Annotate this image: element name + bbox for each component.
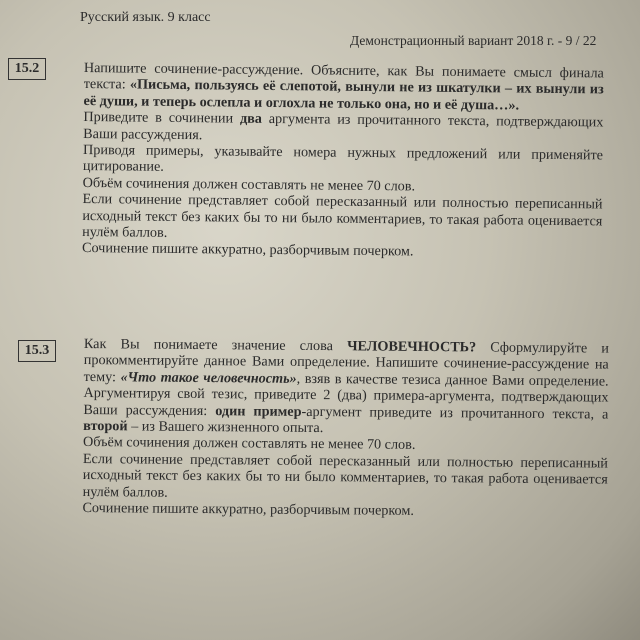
variant-header: Демонстрационный вариант 2018 г. - 9 / 22 (350, 33, 597, 48)
essay-topic: «Что такое человечность» (120, 369, 297, 387)
subject-header: Русский язык. 9 класс (80, 10, 211, 25)
task-15-2-text (82, 60, 604, 262)
final-quote: «Письма, пользуясь её слепотой, вынули не из шкатулки – их вынули из её души, и теперь ослепла и оглохла не только она, но и её душа…». (83, 76, 604, 114)
task-15-3-text (82, 336, 609, 521)
task-15-2-retelling: Если сочинение представляет собой пересказанный или полностью переписанный исходный текст без каких бы то ни было комментариев, то такая работа оценивается нулём баллов. (82, 191, 603, 241)
task-15-2-examples: Приводя примеры, указывайте номера нужных предложений или применяйте цитирование. (82, 142, 604, 176)
task-15-3-neat: Сочинение пишите аккуратно, разборчивым почерком. (82, 500, 415, 519)
task-15-3-question: Как Вы понимаете значение слова ЧЕЛОВЕЧНОСТЬ? Сформулируйте и прокомментируйте данное Вами определение. Напишите сочинение-рассуждение на тему: «Что такое человечность», взяв в качестве тезиса данное Вами определение. Аргументируя свой тезис, приведите 2 (два) примера-аргумента, подтверждающих Ваши рассуждения: один пример-аргумент приведите из прочитанного текста, а второй – из Вашего жизненного опыта. (83, 336, 609, 437)
task-15-2-neat: Сочинение пишите аккуратно, разборчивым почерком. (81, 240, 414, 260)
task-number-15-2: 15.2 (8, 58, 46, 80)
task-15-3-volume: Объём сочинения должен составлять не менее 70 слов. (83, 434, 416, 454)
task-number-15-3: 15.3 (18, 340, 56, 362)
task-15-3-retelling: Если сочинение представляет собой пересказанный или полностью переписанный исходный текст без каких бы то ни было комментариев, то такая работа оценивается нулём баллов. (82, 450, 608, 501)
task-15-2-volume: Объём сочинения должен составлять не менее 70 слов. (82, 174, 416, 195)
task-15-2-intro: Напишите сочинение-рассуждение. Объясните, как Вы понимаете смысл финала текста: «Письма, пользуясь её слепотой, вынули не из шкатулки – их вынули из её души, и теперь ослепла и оглохла не только она, но и её душа…». (83, 60, 604, 114)
task-15-2-args: Приведите в сочинении два аргумента из прочитанного текста, подтверждающих Ваши рассуждения. (83, 109, 604, 143)
